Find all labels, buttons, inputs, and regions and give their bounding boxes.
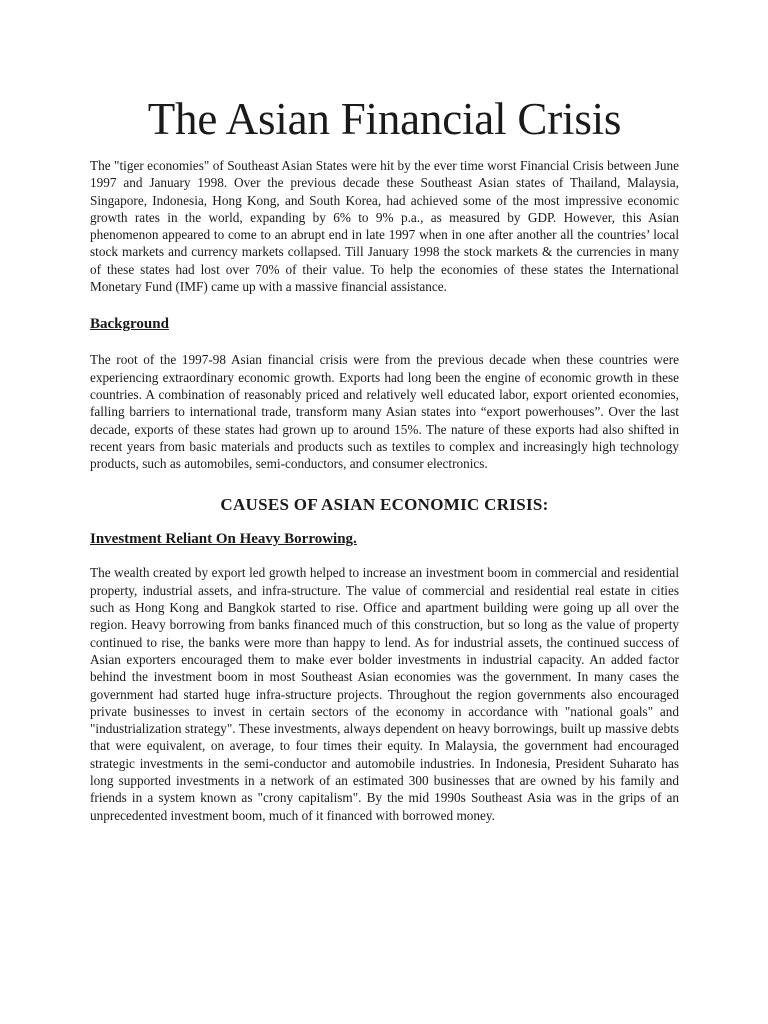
investment-paragraph: The wealth created by export led growth helped to increase an investment boom in commercial and residential property, industrial assets, and infra-structure. The value of commercial and residential real estate in cities such as Hong Kong and Bangkok started to rise. Office and apartment building were going up all over the region. Heavy borrowing from banks financed much of this construction, but so long as the value of property continued to rise, the banks were more than happy to lend. As for industrial assets, the continued success of Asian exporters encouraged them to make ever bolder investments in industrial capacity. An added factor behind the investment boom in most Southeast Asian economies was the government. In many cases the government had started huge infra-structure projects. Throughout the region governments also encouraged private businesses to invest in certain sectors of the economy in accordance with "national goals" and "industrialization strategy". These investments, always dependent on heavy borrowings, built up massive debts that were equivalent, on average, to four times their equity. In Malaysia, the government had encouraged strategic investments in the semi-conductor and automobile industries. In Indonesia, President Suharato has long supported investments in a network of an estimated 300 businesses that are owned by his family and friends in a system known as "crony capitalism". By the mid 1990s Southeast Asia was in the grips of an unprecedented investment boom, much of it financed with borrowed money. — [90, 565, 679, 823]
investment-heading: Investment Reliant On Heavy Borrowing. — [90, 531, 357, 548]
background-heading: Background — [90, 316, 169, 333]
background-paragraph: The root of the 1997-98 Asian financial crisis were from the previous decade when these countries were experiencing extraordinary economic growth. Exports had long been the engine of economic growth in these countries. A combination of reasonably priced and relatively well educated labor, export oriented economies, falling barriers to international trade, transform many Asian states into “export powerhouses”. Over the last decade, exports of these states had grown up to around 15%. The nature of these exports had also shifted in recent years from basic materials and products such as textiles to complex and increasingly high technology products, such as automobiles, semi-conductors, and consumer electronics. — [90, 352, 679, 472]
causes-heading: CAUSES OF ASIAN ECONOMIC CRISIS: — [220, 495, 549, 515]
intro-paragraph: The "tiger economies" of Southeast Asian States were hit by the ever time worst Financial Crisis between June 1997 and January 1998. Over the previous decade these Southeast Asian states of Thailand, Malaysia, Singapore, Indonesia, Hong Kong, and South Korea, had achieved some of the most impressive economic growth rates in the world, expanding by 6% to 9% p.a., as measured by GDP. However, this Asian phenomenon appeared to come to an abrupt end in late 1997 when in one after another all the countries’ local stock markets and currency markets collapsed. Till January 1998 the stock markets & the currencies in many of these states had lost over 70% of their value. To help the economies of these states the International Monetary Fund (IMF) came up with a massive financial assistance. — [90, 158, 679, 295]
page-title: The Asian Financial Crisis — [147, 94, 622, 144]
